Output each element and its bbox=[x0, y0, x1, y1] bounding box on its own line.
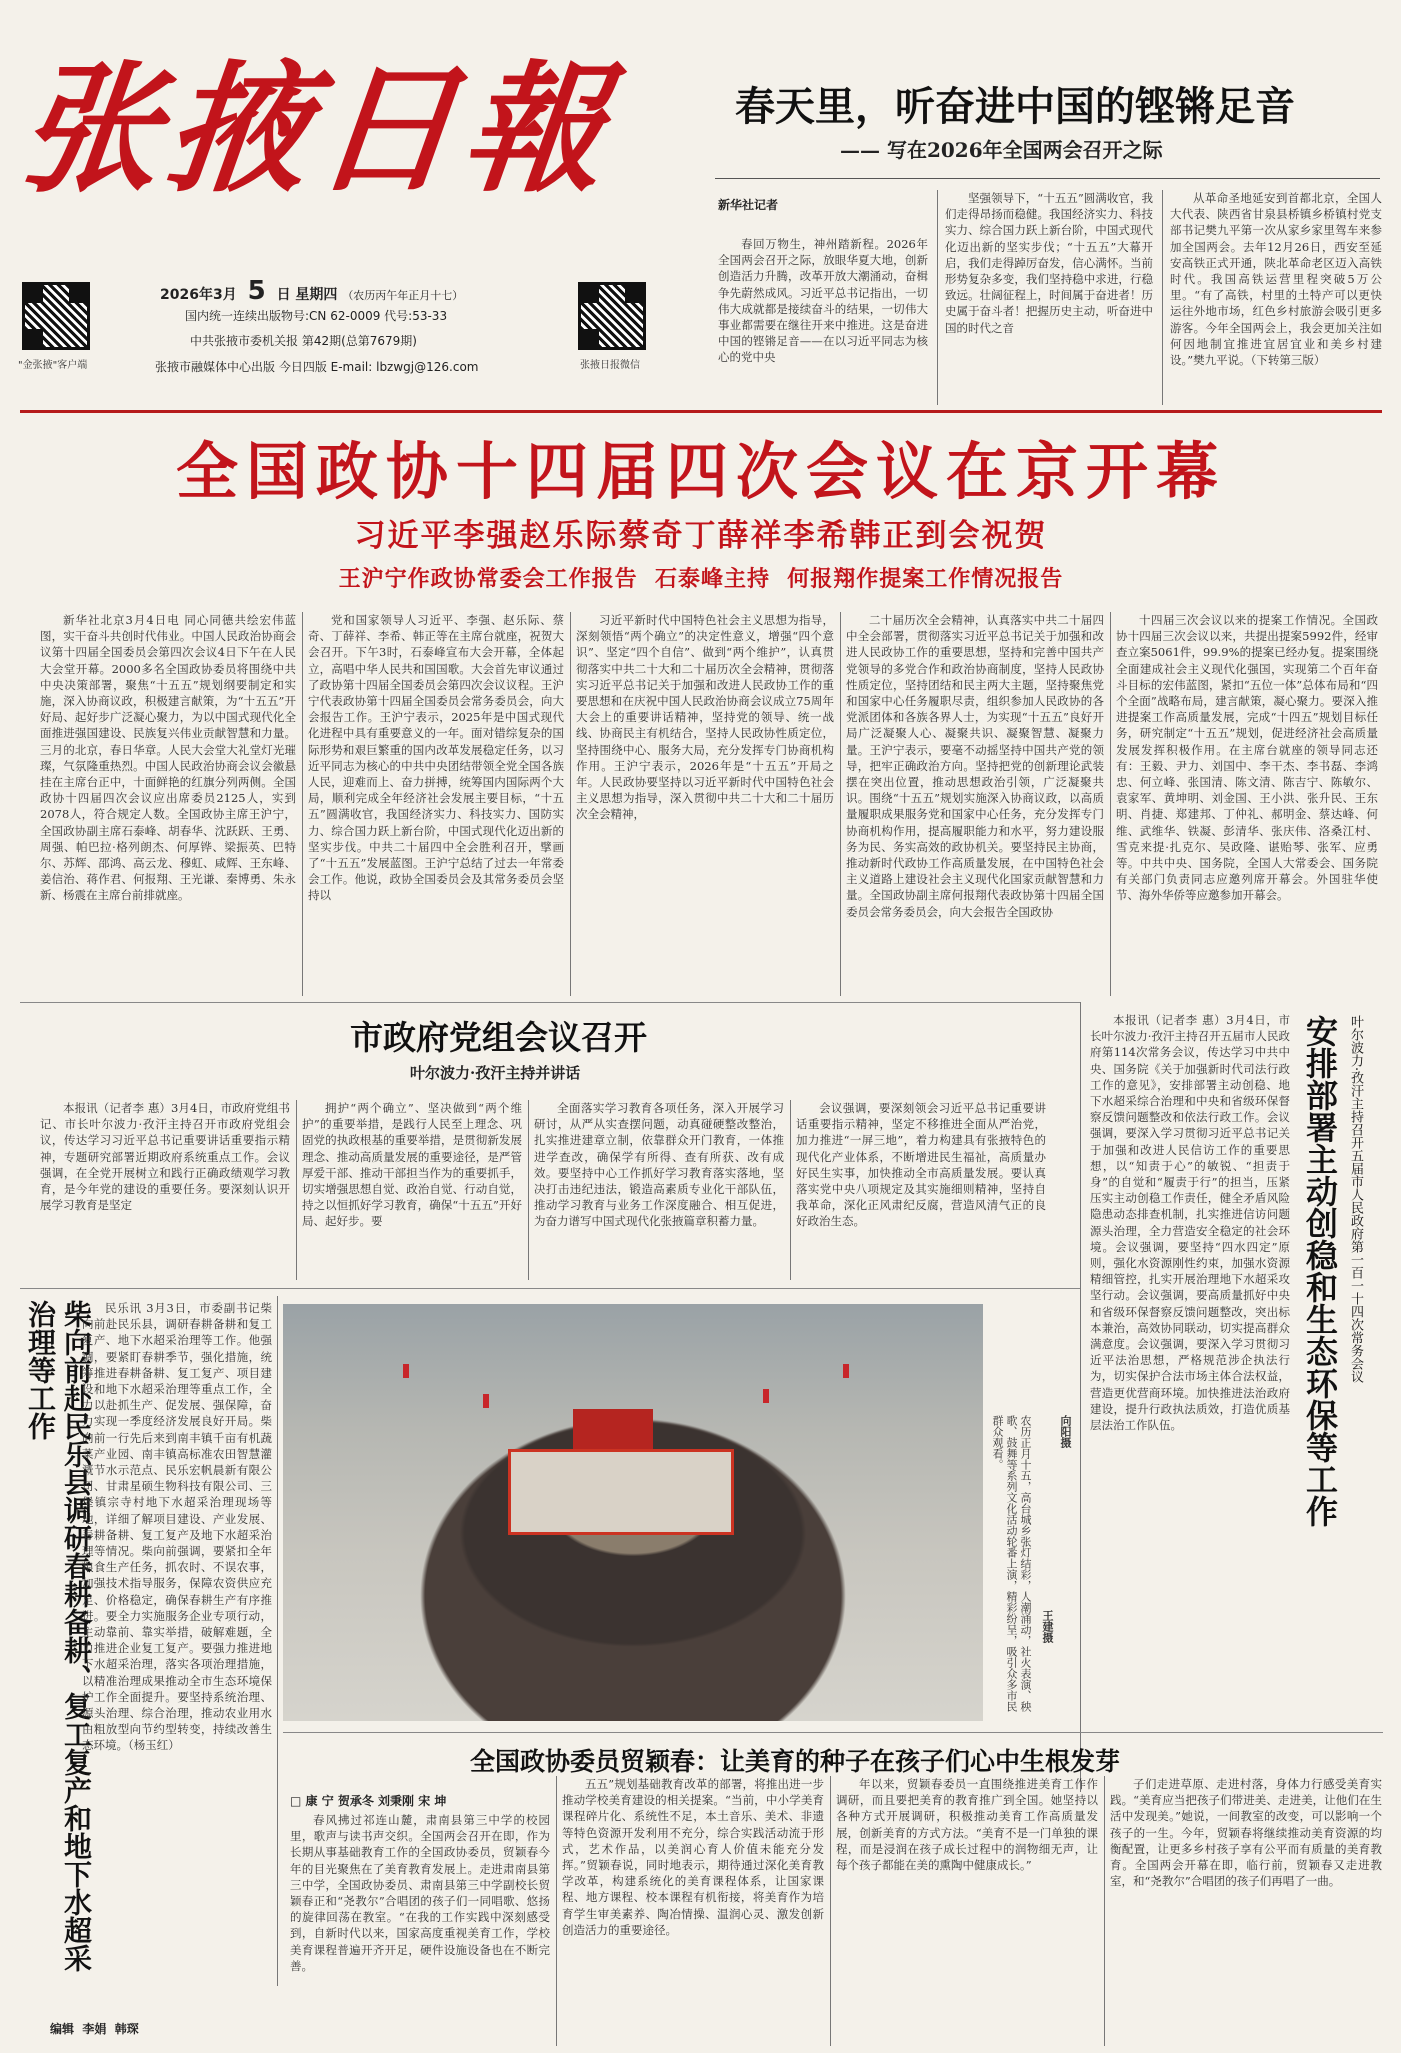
photo-flag bbox=[843, 1364, 849, 1378]
photo-location-credit: 向阳摄 bbox=[1059, 1415, 1072, 1448]
photo-square bbox=[508, 1449, 734, 1535]
top-story-col2: 坚强领导下，“十五五”圆满收官，我们走得昂扬而稳健。我国经济实力、科技实力、综合国力跃上新台阶，中国式现代化迈出新的坚实步伐；“十五五”大幕开启，我们走得踔厉奋发，信心满怀。当前形势复杂多变，我们坚持稳中求进，行稳致远。壮阔征程上，时间属于奋进者！历史属于奋斗者！把握历史主动，听奋进中国的时代之音 bbox=[945, 191, 1153, 335]
top-story-subtitle: —— 写在2026年全国两会召开之际 bbox=[840, 138, 1163, 162]
photo-credit: 王建摄 bbox=[1041, 1610, 1054, 1643]
pub-line-3: 张掖市融媒体中心出版 今日四版 E-mail: lbzwgj@126.com bbox=[155, 360, 479, 374]
top-story-col1: 春回万物生，神州踏新程。2026年全国两会召开之际，放眼华夏大地，创新创造活力升腾，改革开放大潮涌动，奋楫争先蔚然成风。习近平总书记指出，一切伟大成就都是接续奋斗的结果，一切伟大事业都需要在继往开来中推进。这是奋进中国的铿锵足音——在以习近平同志为核心的党中央 bbox=[718, 237, 928, 365]
city-headline: 市政府党组会议召开 bbox=[350, 1018, 647, 1057]
date-lunar: （农历丙午年正月十七） bbox=[342, 289, 464, 302]
bottom-col1: 春风拂过祁连山麓，肃南县第三中学的校园里，歌声与读书声交织。全国两会召开在即，作为长期从事基础教育工作的全国政协委员，贸颖春今年的目光聚焦在了美育教育发展上。走进肃南县第三中学，全国政协委员、肃南县第三中学副校长贸颖春正和“尧教尔”合唱团的孩子们一同唱歌、悠扬的旋律回荡在教室。“在我的工作实践中深刻感受到，自新时代以来，国家高度重视美育工作，学校美育课程普遍开齐开足，硬件设施设备也在不断完善。 bbox=[290, 1813, 550, 1973]
pub-line-1: 国内统一连续出版物号:CN 62-0009 代号:53-33 bbox=[185, 309, 448, 323]
main-col5: 十四届三次会议以来的提案工作情况。全国政协十四届三次会议以来，共提出提案5992件，经审查立案5061件，99.9%的提案已经办复。提案围绕全面建成社会主义现代化强国，实现第二个百年奋斗目标的宏伟蓝图，紧扣“五位一体”总体布局和“四个全面”战略布局，建言献策，凝心聚力。要深入推进提案工作高质量发展，完成“十四五”规划目标任务，研究制定“十五五”规划，促进经济社会高质量发展发挥积极作用。在主席台就座的领导同志还有：王毅、尹力、刘国中、李干杰、李书磊、李鸿忠、何立峰、张国清、陈文清、陈吉宁、陈敏尔、袁家军、黄坤明、刘金国、王小洪、张升民、王东明、肖捷、郑建邦、丁仲礼、郝明金、蔡达峰、何维、武维华、铁凝、彭清华、张庆伟、洛桑江村、雪克来提·扎克尔、吴政隆、谌贻琴、张军、应勇等。中共中央、国务院，全国人大常委会、国务院有关部门负责同志应邀列席开幕会。外国驻华使节、海外华侨等应邀参加开幕会。 bbox=[1116, 613, 1378, 903]
qr-right-label: 张掖日报微信 bbox=[580, 360, 640, 371]
city-col4: 会议强调，要深刻领会习近平总书记重要讲话重要指示精神，坚定不移推进全面从严治党，加力推进“一屏三地”，着力构建具有张掖特色的现代化产业体系，不断增进民生福祉，高质量办好民生实事，加快推动全市高质量发展。要认真落实党中央八项规定及其实施细则精神，坚持自我革命，深化正风肃纪反腐，营造风清气正的良好政治生态。 bbox=[796, 1101, 1046, 1229]
top-story-col3: 从革命圣地延安到首都北京，全国人大代表、陕西省甘泉县桥镇乡桥镇村党支部书记樊九平第一次从家乡家里驾车来参加全国两会。去年12月26日，西安至延安高铁正式开通，陕北革命老区迈入高铁时代。我国高铁运营里程突破5万公里。“有了高铁，村里的土特产可以更快运往外地市场，红色乡村旅游会吸引更多游客。今年全国两会上，我会更加关注如何因地制宜推进宜居宜业和美乡村建设。”樊九平说。（下转第三版） bbox=[1170, 191, 1382, 368]
city-col1: 本报讯（记者李 惠）3月4日，市政府党组书记、市长叶尔波力·孜汗主持召开市政府党组会议，传达学习习近平总书记重要讲话重要指示精神，专题研究部署近期政府系统重点工作。会议强调，在全党开展树立和践行正确政绩观学习教育，是今年党的建设的重要任务。要深刻认识开展学习教育是坚定 bbox=[40, 1101, 290, 1213]
date-year-month: 2026年3月 bbox=[160, 287, 237, 303]
top-story-byline: 新华社记者 bbox=[718, 198, 779, 212]
right-story-body: 本报讯（记者李 惠）3月4日，市长叶尔波力·孜汗主持召开五届市人民政府第114次常务会议，传达学习中共中央、国务院《关于加强新时代司法行政工作的意见》，安排部署主动创稳、地下水超采综合治理和中央和省级环保督察反馈问题整改和依法行政工作。会议强调，要深入学习贯彻习近平总书记关于加强和改进人民信访工作的重要思想，以“知责于心”的敏锐、“担责于身”的自觉和“履责于行”的担当，压紧压实主动创稳工作责任，健全矛盾风险隐患动态排查机制，扎实推进信访问题源头治理，全力营造安全稳定的社会环境。会议强调，要坚持“四水四定”原则，强化水资源刚性约束，加强水资源精细管控，扎实开展治理地下水超采攻坚行动。会议强调，要高质量抓好中央和省级环保督察反馈问题整改，突出标本兼治，高效协同联动，切实提高群众满意度。会议强调，要深入学习贯彻习近平法治思想，严格规范涉企执法行为，切实保护合法市场主体合法权益，营造更优营商环境。加快推进法治政府建设，提升行政执法质效，打造优质基层法治工作队伍。 bbox=[1090, 1013, 1290, 1433]
photo-flag bbox=[483, 1394, 489, 1408]
qr-code-left-icon bbox=[22, 282, 90, 350]
main-col1: 新华社北京3月4日电 同心同德共绘宏伟蓝图，实干奋斗共创时代伟业。中国人民政治协商会议第十四届全国委员会第四次会议4日下午在人民大会堂开幕。2000多名全国政协委员将围绕中共中央决策部署，聚焦“十五五”规划纲要制定和实施，深入协商议政，积极建言献策，为“十五五”开好局、起好步广泛凝心聚力，为以中国式现代化全面推进强国建设、民族复兴伟业贡献智慧和力量。三月的北京，春日华章。人民大会堂大礼堂灯光璀璨，气氛隆重热烈。中国人民政治协商会议会徽悬挂在主席台正中，十面鲜艳的红旗分列两侧。全国政协十四届四次会议应出席委员2125人，实到2078人，符合规定人数。全国政协主席王沪宁，全国政协副主席石泰峰、胡春华、沈跃跃、王勇、周强、帕巴拉·格列朗杰、何厚铧、梁振英、巴特尔、苏辉、邵鸿、高云龙、穆虹、咸辉、王东峰、姜信治、蒋作君、何报翔、王光谦、秦博勇、朱永新、杨震在主席台前排就座。 bbox=[40, 613, 296, 903]
bottom-col3: 年以来，贸颖春委员一直围绕推进美育工作作调研，而且要把美育的教育推广到全国。她坚持以各种方式开展调研，积极推动美育工作高质量发展，创新美育的方式方法。“美育不是一门单独的课程，而是浸润在孩子成长过程中的润物细无声，让每个孩子都能在美的熏陶中健康成长。” bbox=[836, 1777, 1098, 1873]
main-col2: 党和国家领导人习近平、李强、赵乐际、蔡奇、丁薛祥、李希、韩正等在主席台就座，祝贺大会召开。下午3时，石泰峰宣布大会开幕，全体起立，高唱中华人民共和国国歌。大会首先审议通过了政协第十四届全国委员会第四次会议议程。王沪宁代表政协第十四届全国委员会常务委员会，向大会报告工作。王沪宁表示，2025年是中国式现代化进程中具有重要意义的一年。面对错综复杂的国际形势和艰巨繁重的国内改革发展稳定任务，以习近平同志为核心的中共中央团结带领全党全国各族人民，迎难而上、奋力拼搏，统筹国内国际两个大局，顺利完成全年经济社会发展主要目标，“十五五”圆满收官，我国经济实力、科技实力、国防实力、综合国力跃上新台阶，中国式现代化迈出新的坚实步伐。中共二十届四中全会胜利召开，擘画了“十五五”发展蓝图。王沪宁总结了过去一年常委会工作。他说，政协全国委员会及其常务委员会坚持以 bbox=[308, 613, 564, 903]
main-subhead: 习近平李强赵乐际蔡奇丁薛祥李希韩正到会祝贺 bbox=[354, 518, 1048, 554]
left-story-headline: 柴向前赴民乐县调研春耕备耕、复工复产和地下水超采治理等工作 bbox=[24, 1300, 93, 1972]
qr-left-label: "金张掖"客户端 bbox=[18, 360, 88, 371]
pub-line-2: 中共张掖市委机关报 第42期(总第7679期) bbox=[190, 334, 417, 348]
main-col3: 习近平新时代中国特色社会主义思想为指导，深刻领悟“两个确立”的决定性意义，增强“四个意识”、坚定“四个自信”、做到“两个维护”，认真贯彻落实中共二十大和二十届历次全会精神，贯彻落实习近平总书记关于加强和改进人民政协工作的重要思想和在庆祝中国人民政治协商会议成立75周年大会上的重要讲话精神，坚持党的领导、统一战线、协商民主有机结合，坚持人民政协性质定位，坚持围绕中心、服务大局，充分发挥专门协商机构作用。王沪宁表示，2026年是“十五五”开局之年。人民政协要坚持以习近平新时代中国特色社会主义思想为指导，深入贯彻中共二十大和二十届历次全会精神， bbox=[576, 613, 834, 822]
qr-code-right-icon bbox=[578, 282, 646, 350]
masthead-logo: 张掖日報 bbox=[11, 48, 621, 212]
photo-flag bbox=[403, 1364, 409, 1378]
photo-stage-red bbox=[573, 1409, 653, 1449]
city-subhead: 叶尔波力·孜汗主持并讲话 bbox=[410, 1064, 581, 1082]
right-story-kicker: 叶尔波力·孜汗主持召开五届市人民政府第一百一十四次常务会议 bbox=[1348, 1015, 1363, 1384]
right-story-headline: 安排部署主动创稳和生态环保等工作 bbox=[1301, 1015, 1339, 1527]
main-subhead-2: 王沪宁作政协常委会工作报告 石泰峰主持 何报翔作提案工作情况报告 bbox=[338, 567, 1064, 592]
festival-crowd-photo bbox=[283, 1304, 983, 1721]
photo-flag bbox=[763, 1389, 769, 1403]
main-headline: 全国政协十四届四次会议在京开幕 bbox=[175, 435, 1226, 508]
date-weekday: 日 星期四 bbox=[276, 287, 338, 303]
left-story-body: 民乐讯 3月3日，市委副书记柴向前赴民乐县，调研春耕备耕和复工复产、地下水超采治理等工作。他强调，要紧盯春耕季节，强化措施，统筹推进春耕备耕、复工复产、项目建设和地下水超采治理等重点工作，全力以赴抓生产、促发展、强保障，奋力实现一季度经济发展良好开局。柴向前一行先后来到南丰镇千亩有机蔬菜产业园、南丰镇高标准农田智慧灌溉节水示范点、民乐宏帆晨新有限公司、甘肃星硕生物科技有限公司、三堡镇宗寺村地下水超采治理现场等地，详细了解项目建设、产业发展、春耕备耕、复工复产及地下水超采治理等情况。柴向前强调，要紧扣全年粮食生产任务，抓农时、不误农事，加强技术指导服务，保障农资供应充足、价格稳定，确保春耕生产有序推进。要全力实施服务企业专项行动，主动靠前、靠实举措，破解难题，全力推进企业复工复产。要强力推进地下水超采治理，落实各项治理措施，以精准治理成果推动全市生态环境保护工作全面提升。要坚持系统治理、源头治理、综合治理，推动农业用水由粗放型向节约型转变，持续改善生态环境。（杨玉红） bbox=[82, 1301, 272, 1753]
main-col4: 二十届历次全会精神，认真落实中共二十届四中全会部署，贯彻落实习近平总书记关于加强和改进人民政协工作的重要思想，坚持和完善中国共产党领导的多党合作和政治协商制度，坚持人民政协性质定位，坚持团结和民主两大主题，坚持聚焦党和国家中心任务履职尽责，组织参加人民政协的各党派团体和各族各界人士，为实现“十五五”良好开局广泛凝聚人心、凝聚共识、凝聚智慧、凝聚力量。王沪宁表示，要毫不动摇坚持中国共产党的领导，把牢正确政治方向。坚持把党的创新理论武装摆在突出位置，推动思想政治引领，广泛凝聚共识。围绕“十五五”规划实施深入协商议政，以高质量履职成果服务党和国家中心任务，充分发挥专门协商机构作用，提高履职能力和水平，努力建设服务为民、务实高效的政协机关。要坚持民主协商，推动新时代政协工作高质量发展，在中国特色社会主义道路上建设社会主义现代化国家贡献智慧和力量。全国政协副主席何报翔代表政协第十四届全国委员会常务委员会，向大会报告全国政协 bbox=[846, 613, 1104, 919]
date-day: 5 bbox=[247, 276, 266, 306]
bottom-col4: 子们走进草原、走进村落，身体力行感受美育实践。“美育应当把孩子们带进美、走进美，让他们在生活中发现美。”她说，一间教室的改变，可以影响一个孩子的一生。今年，贸颖春将继续推动美育资源的均衡配置，让更多乡村孩子享有公平而有质量的美育教育。全国两会开幕在即，临行前，贸颖春又走进教室，和“尧教尔”合唱团的孩子们再唱了一曲。 bbox=[1110, 1777, 1382, 1889]
photo-caption: 农历正月十五，高台城乡张灯结彩，人潮涌动，社火表演、秧歌、鼓舞等系列文化活动轮番上演，精彩纷呈，吸引众多市民群众观看。 bbox=[991, 1415, 1032, 1712]
city-col2: 拥护“两个确立”、坚决做到“两个维护”的重要举措，是践行人民至上理念、巩固党的执政根基的重要举措，是贯彻新发展理念、推动高质量发展的重要途径，是严管厚爱干部、推动干部担当作为的重要抓手，切实增强思想自觉、政治自觉、行动自觉，持之以恒抓好学习教育，确保“十五五”开好局、起好步。要 bbox=[302, 1101, 522, 1229]
city-col3: 全面落实学习教育各项任务，深入开展学习研讨，从严从实查摆问题，动真碰硬整改整治，扎实推进建章立制，依靠群众开门教育，一体推进学查改，确保学有所得、查有所获、改有成效。要坚持中心工作抓好学习教育落实落地，坚决打击违纪违法，锻造高素质专业化干部队伍，推动学习教育与业务工作深度融合、相互促进，为奋力谱写中国式现代化张掖篇章积蓄力量。 bbox=[534, 1101, 784, 1229]
bottom-headline: 全国政协委员贸颖春：让美育的种子在孩子们心中生根发芽 bbox=[470, 1747, 1121, 1776]
editor-line: 编辑 李娟 韩琛 bbox=[50, 2022, 139, 2036]
bottom-col2: 五五”规划基础教育改革的部署，将推出进一步推动学校美育建设的相关提案。“当前，中小学美育课程碎片化、系统性不足，本土音乐、美术、非遗等特色资源开发利用不充分，综合实践活动流于形式，艺术作品，以美润心育人价值未能充分发挥。”贸颖春说，同时地表示，期待通过深化美育教学改革，构建系统化的美育课程体系，让国家课程、地方课程、校本课程有机衔接，将美育作为培育学生审美素养、陶冶情操、温润心灵、激发创新创造活力的重要途径。 bbox=[562, 1777, 824, 1937]
date-line bbox=[160, 276, 463, 306]
bottom-byline: □ 康 宁 贺承冬 刘秉刚 宋 坤 bbox=[290, 1794, 447, 1808]
top-story-title: 春天里，听奋进中国的铿锵足音 bbox=[735, 84, 1295, 130]
